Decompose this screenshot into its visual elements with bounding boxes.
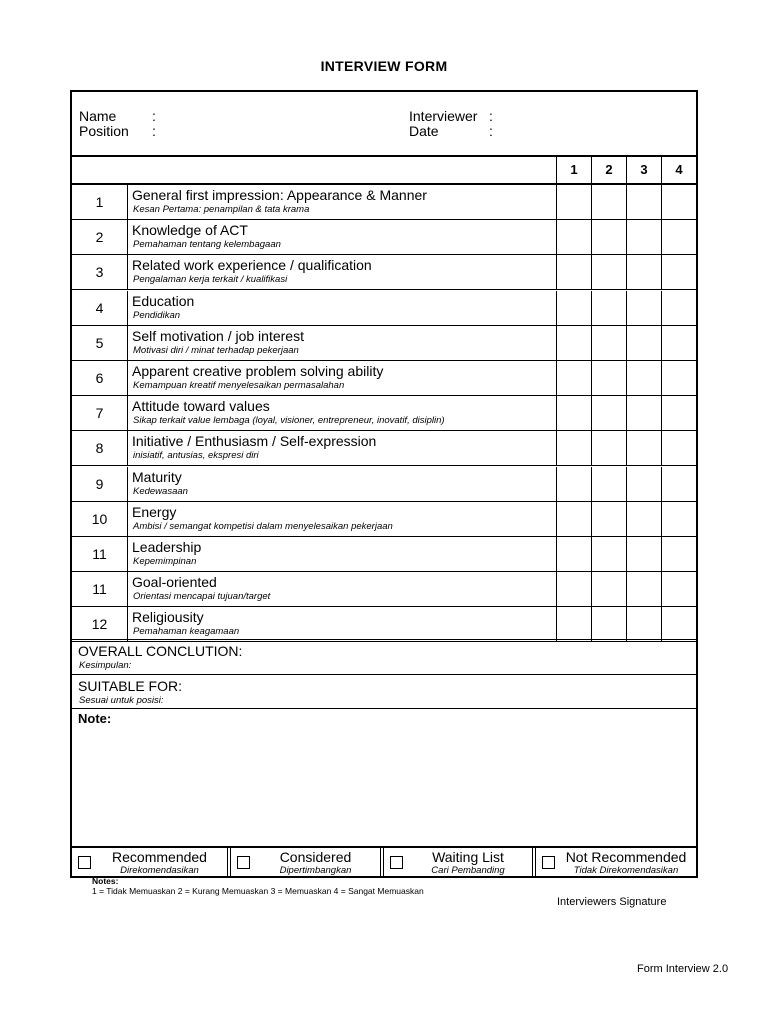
position-colon: : [152, 123, 156, 139]
criteria-number: 6 [72, 361, 128, 395]
criteria-row [72, 396, 696, 431]
criteria-title: Apparent creative problem solving ability [132, 363, 384, 379]
criteria-subtitle: Sikap terkait value lembaga (loyal, visioner, entrepreneur, inovatif, disiplin) [133, 415, 445, 427]
option-not-recommended[interactable] [536, 848, 696, 878]
criteria-row [72, 185, 696, 220]
score-cell-4[interactable] [661, 572, 696, 606]
date-label: Date [409, 123, 439, 139]
notes-legend: 1 = Tidak Memuaskan 2 = Kurang Memuaskan 3 = Memuaskan 4 = Sangat Memuaskan [92, 886, 424, 896]
score-cell-4[interactable] [661, 185, 696, 219]
score-cell-4[interactable] [661, 502, 696, 536]
score-cell-4[interactable] [661, 361, 696, 395]
score-cell-2[interactable] [591, 572, 626, 606]
score-cell-4[interactable] [661, 255, 696, 289]
score-cell-3[interactable] [626, 185, 661, 219]
score-cell-1[interactable] [556, 396, 591, 430]
criteria-row [72, 291, 696, 326]
score-header-1: 1 [556, 157, 591, 183]
criteria-row [72, 361, 696, 396]
criteria-row [72, 220, 696, 255]
date-colon: : [489, 123, 493, 139]
score-cell-2[interactable] [591, 220, 626, 254]
score-cell-1[interactable] [556, 572, 591, 606]
score-cell-4[interactable] [661, 537, 696, 571]
rating-notes [92, 876, 424, 896]
score-cell-3[interactable] [626, 326, 661, 360]
criteria-number: 3 [72, 255, 128, 289]
criteria-row [72, 326, 696, 361]
score-cell-3[interactable] [626, 361, 661, 395]
criteria-title: Attitude toward values [132, 398, 270, 415]
criteria-subtitle: Ambisi / semangat kompetisi dalam menyelesaikan pekerjaan [133, 520, 393, 532]
notes-title: Notes: [92, 876, 119, 886]
interviewer-colon: : [489, 108, 493, 124]
score-cell-3[interactable] [626, 607, 661, 641]
not-recommended-sub: Tidak Direkomendasikan [573, 865, 679, 876]
conclusion-title: OVERALL CONCLUTION: [78, 643, 243, 659]
score-cell-1[interactable] [556, 255, 591, 289]
score-header-4: 4 [661, 157, 696, 183]
criteria-title: Related work experience / qualification [132, 257, 372, 274]
recommended-checkbox[interactable] [78, 856, 91, 869]
criteria-title: Energy [132, 503, 177, 520]
criteria-row [72, 467, 696, 502]
score-cell-2[interactable] [591, 502, 626, 536]
score-cell-1[interactable] [556, 220, 591, 254]
score-header-3: 3 [626, 157, 661, 183]
score-cell-4[interactable] [661, 220, 696, 254]
criteria-number: 9 [72, 467, 128, 501]
criteria-subtitle: inisiatif, antusias, ekspresi diri [133, 450, 259, 462]
criteria-row [72, 607, 696, 642]
score-cell-1[interactable] [556, 537, 591, 571]
criteria-number: 5 [72, 326, 128, 360]
score-cell-4[interactable] [661, 607, 696, 641]
score-cell-2[interactable] [591, 255, 626, 289]
recommended-sub: Direkomendasikan [120, 865, 199, 876]
waiting-list-checkbox[interactable] [390, 856, 403, 869]
not-recommended-label: Not Recommended [565, 849, 687, 865]
score-cell-2[interactable] [591, 326, 626, 360]
criteria-subtitle: Kepemimpinan [133, 556, 197, 567]
name-label: Name [79, 108, 117, 124]
criteria-title: Self motivation / job interest [132, 327, 304, 344]
considered-checkbox[interactable] [237, 856, 250, 869]
score-cell-4[interactable] [661, 396, 696, 430]
option-recommended[interactable] [72, 848, 227, 878]
criteria-number: 10 [72, 502, 128, 536]
score-cell-4[interactable] [661, 326, 696, 360]
score-cell-2[interactable] [591, 396, 626, 430]
criteria-number: 4 [72, 291, 128, 325]
interviewer-label: Interviewer [409, 108, 478, 124]
note-section[interactable] [72, 708, 696, 846]
score-cell-3[interactable] [626, 255, 661, 289]
criteria-subtitle: Pendidikan [133, 309, 181, 321]
criteria-number: 11 [72, 537, 128, 571]
criteria-row [72, 255, 696, 290]
criteria-row [72, 431, 696, 466]
candidate-header [72, 92, 696, 157]
recommendation-options [72, 846, 696, 878]
score-cell-2[interactable] [591, 361, 626, 395]
criteria-number: 2 [72, 220, 128, 254]
criteria-number: 11 [72, 572, 128, 606]
form-title: INTERVIEW FORM [320, 58, 448, 74]
waiting-list-label: Waiting List [432, 849, 504, 865]
criteria-subtitle: Motivasi diri / minat terhadap pekerjaan [133, 344, 299, 356]
score-cell-1[interactable] [556, 467, 591, 501]
criteria-number: 7 [72, 396, 128, 430]
suitable-title: SUITABLE FOR: [78, 678, 182, 694]
score-cell-1[interactable] [556, 607, 591, 641]
criteria-row [72, 537, 696, 572]
score-cell-1[interactable] [556, 431, 591, 465]
score-cell-1[interactable] [556, 361, 591, 395]
suitable-subtitle: Sesuai untuk posisi: [79, 695, 164, 706]
criteria-subtitle: Orientasi mencapai tujuan/target [133, 591, 271, 603]
not-recommended-checkbox[interactable] [542, 856, 555, 869]
score-cell-1[interactable] [556, 185, 591, 219]
criteria-number: 12 [72, 607, 128, 641]
criteria-number: 8 [72, 431, 128, 465]
form-version: Form Interview 2.0 [637, 963, 729, 975]
considered-sub: Dipertimbangkan [279, 865, 352, 876]
criteria-subtitle: Kedewasaan [133, 485, 188, 497]
criteria-title: Religiousity [132, 609, 204, 626]
criteria-title: Education [132, 292, 195, 309]
option-considered[interactable] [231, 848, 380, 878]
score-cell-2[interactable] [591, 607, 626, 641]
criteria-title: Maturity [132, 468, 182, 485]
score-column-header [72, 157, 696, 185]
conclusion-subtitle: Kesimpulan: [79, 660, 132, 671]
position-label: Position [79, 123, 129, 139]
name-colon: : [152, 108, 156, 124]
score-cell-4[interactable] [661, 291, 696, 325]
interview-form [70, 90, 698, 878]
score-cell-3[interactable] [626, 572, 661, 606]
criteria-number: 1 [72, 185, 128, 219]
considered-label: Considered [279, 849, 352, 865]
score-cell-2[interactable] [591, 185, 626, 219]
waiting-list-sub: Cari Pembanding [431, 865, 505, 876]
criteria-row [72, 502, 696, 537]
option-waiting-list[interactable] [384, 848, 532, 878]
score-cell-1[interactable] [556, 502, 591, 536]
score-cell-3[interactable] [626, 291, 661, 325]
score-cell-3[interactable] [626, 467, 661, 501]
score-cell-2[interactable] [591, 537, 626, 571]
score-cell-2[interactable] [591, 467, 626, 501]
score-cell-2[interactable] [591, 431, 626, 465]
criteria-title: Initiative / Enthusiasm / Self-expression [132, 433, 377, 450]
criteria-subtitle: Kemampuan kreatif menyelesaikan permasalahan [133, 380, 345, 391]
overall-conclusion-section [72, 639, 696, 673]
score-cell-4[interactable] [661, 467, 696, 501]
interviewer-signature-label: Interviewers Signature [557, 896, 667, 908]
score-cell-4[interactable] [661, 431, 696, 465]
criteria-subtitle: Pemahaman keagamaan [133, 626, 240, 638]
score-cell-3[interactable] [626, 537, 661, 571]
score-cell-3[interactable] [626, 431, 661, 465]
note-label: Note: [78, 711, 112, 726]
criteria-row [72, 572, 696, 607]
criteria-subtitle: Kesan Pertama: penampilan & tata krama [133, 204, 310, 215]
criteria-title: General first impression: Appearance & Manner [132, 187, 427, 203]
criteria-subtitle: Pemahaman tentang kelembagaan [133, 239, 281, 251]
suitable-for-section [72, 674, 696, 708]
score-cell-3[interactable] [626, 396, 661, 430]
score-cell-2[interactable] [591, 291, 626, 325]
criteria-subtitle: Pengalaman kerja terkait / kualifikasi [133, 274, 288, 286]
criteria-title: Knowledge of ACT [132, 222, 248, 239]
score-header-2: 2 [591, 157, 626, 183]
score-cell-1[interactable] [556, 326, 591, 360]
recommended-label: Recommended [112, 849, 207, 865]
criteria-title: Leadership [132, 539, 202, 555]
criteria-title: Goal-oriented [132, 574, 217, 591]
score-cell-1[interactable] [556, 291, 591, 325]
score-cell-3[interactable] [626, 220, 661, 254]
score-cell-3[interactable] [626, 502, 661, 536]
